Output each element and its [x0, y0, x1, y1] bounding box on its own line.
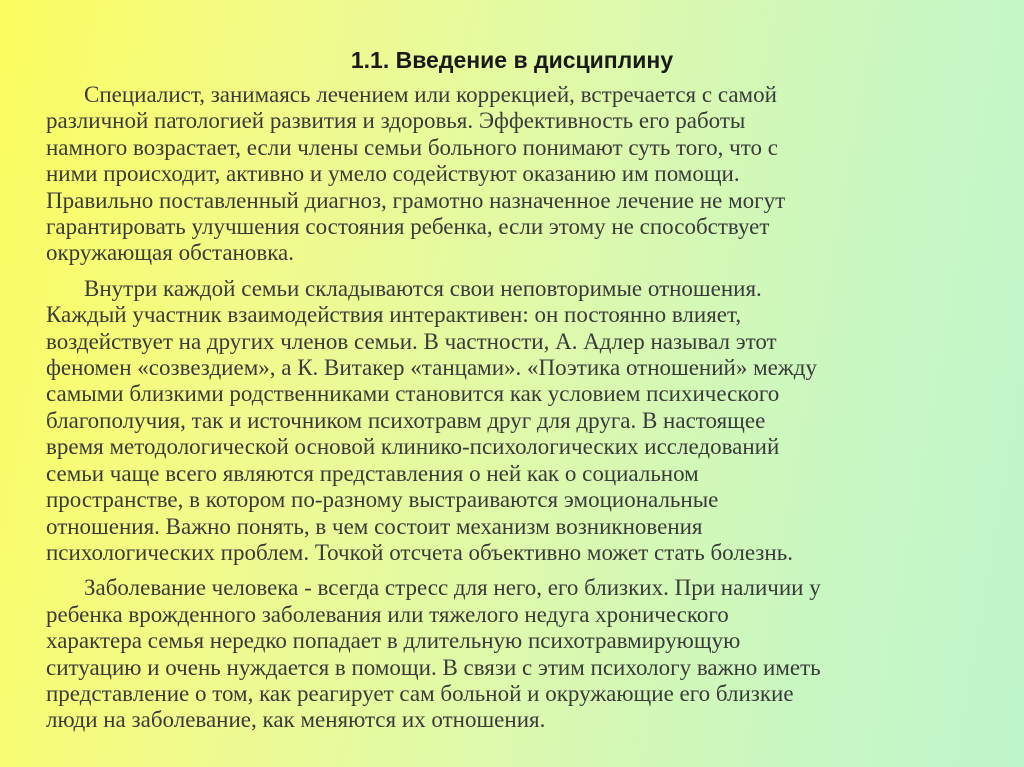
- slide-body: [46, 82, 986, 734]
- text-line: семьи чаще всего являются представления о ней как о социальном: [46, 460, 699, 486]
- text-line: отношения. Важно понять, в чем состоит механизм возникновения: [46, 513, 703, 539]
- text-line: пространстве, в котором по-разному выстраиваются эмоциональные: [46, 487, 719, 513]
- text-line: благополучия, так и источником психотравм друг для друга. В настоящее: [46, 407, 766, 433]
- text-line: Специалист, занимаясь лечением или коррекцией, встречается с самой: [84, 82, 777, 107]
- paragraph-family-relations: [46, 276, 986, 566]
- text-line: представление о том, как реагирует сам больной и окружающие его близкие: [46, 680, 794, 706]
- text-line: Правильно поставленный диагноз, грамотно назначенное лечение не могут: [46, 187, 786, 213]
- text-line: Внутри каждой семьи складываются свои неповторимые отношения.: [84, 275, 762, 301]
- text-line: феномен «созвездием», а К. Витакер «танцами». «Поэтика отношений» между: [46, 355, 817, 381]
- text-line: гарантировать улучшения состояния ребенка, если этому не способствует: [46, 214, 770, 240]
- text-line: воздействует на других членов семьи. В частности, А. Адлер называл этот: [46, 328, 777, 354]
- text-line: время методологической основой клинико-психологических исследований: [46, 434, 780, 460]
- text-line: ситуацию и очень нуждается в помощи. В связи с этим психологу важно иметь: [46, 654, 821, 680]
- paragraph-illness: [46, 575, 986, 733]
- slide-title: 1.1. Введение в дисциплину: [350, 47, 674, 73]
- text-line: ребенка врожденного заболевания или тяжелого недуга хронического: [46, 601, 729, 627]
- text-line: люди на заболевание, как меняются их отношения.: [46, 707, 546, 733]
- text-line: характера семья нередко попадает в длительную психотравмирующую: [46, 628, 741, 654]
- text-line: Каждый участник взаимодействия интерактивен: он постоянно влияет,: [46, 302, 742, 328]
- text-line: ними происходит, активно и умело содействуют оказанию им помощи.: [46, 161, 740, 187]
- text-line: психологических проблем. Точкой отсчета объективно может стать болезнь.: [46, 539, 793, 565]
- text-line: различной патологией развития и здоровья. Эффективность его работы: [46, 108, 746, 134]
- paragraph-intro: [46, 82, 986, 267]
- text-line: намного возрастает, если члены семьи больного понимают суть того, что с: [46, 134, 778, 160]
- text-line: Заболевание человека - всегда стресс для него, его близких. При наличии у: [84, 575, 821, 601]
- text-line: самыми близкими родственниками становится как условием психического: [46, 381, 780, 407]
- text-line: окружающая обстановка.: [46, 240, 295, 266]
